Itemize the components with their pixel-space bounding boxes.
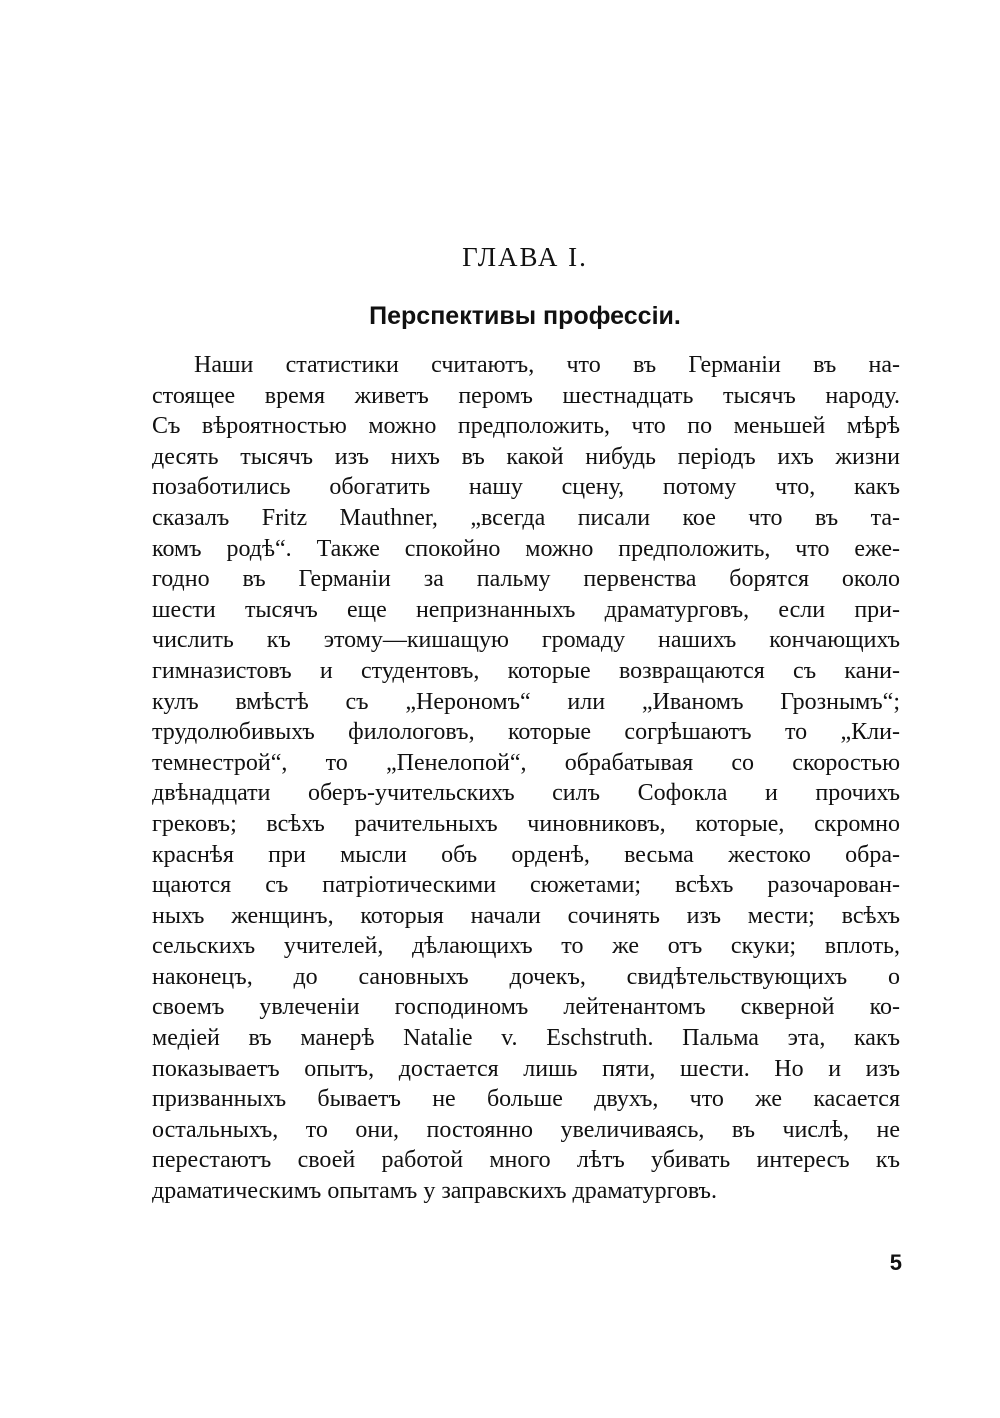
text-line: шести тысячъ еще непризнанныхъ драматурговъ, если при- xyxy=(152,596,900,623)
text-line: стоящее время живетъ перомъ шестнадцать тысячъ народу. xyxy=(152,382,900,409)
text-line: ныхъ женщинъ, которыя начали сочинять изъ мести; всѣхъ xyxy=(152,902,900,929)
text-line: перестаютъ своей работой много лѣтъ убивать интересъ къ xyxy=(152,1147,900,1174)
text-line: своемъ увлеченіи господиномъ лейтенантомъ скверной ко- xyxy=(152,994,900,1021)
text-line: гимназистовъ и студентовъ, которые возвращаются съ кани- xyxy=(152,657,900,684)
text-line: кулъ вмѣстѣ съ „Нерономъ“ или „Иваномъ Грознымъ“; xyxy=(152,688,900,715)
text-line: Наши статистики считаютъ, что въ Германіи въ на- xyxy=(194,352,900,378)
text-line: сказалъ Fritz Mauthner, „всегда писали кое что въ та- xyxy=(152,504,900,531)
text-line: позаботились обогатить нашу сцену, потому что, какъ xyxy=(152,474,900,501)
text-line: комъ родѣ“. Также спокойно можно предположить, что еже- xyxy=(152,535,900,562)
text-line: трудолюбивыхъ филологовъ, которые согрѣшаютъ то „Кли- xyxy=(152,719,900,746)
text-line: медіей въ манерѣ Natalie v. Eschstruth. Пальма эта, какъ xyxy=(152,1025,900,1052)
text-line: числить къ этому—кишащую громаду нашихъ кончающихъ xyxy=(152,627,900,654)
text-line: годно въ Германіи за пальму первенства борятся около xyxy=(152,566,900,593)
text-line: краснѣя при мысли объ орденѣ, весьма жестоко обра- xyxy=(152,841,900,868)
text-line: щаются съ патріотическими сюжетами; всѣхъ разочарован- xyxy=(152,872,900,899)
chapter-title: ГЛАВА I. xyxy=(462,242,588,272)
text-line: Съ вѣроятностью можно предположить, что по меньшей мѣрѣ xyxy=(152,413,900,440)
text-line: темнестрой“, то „Пенелопой“, обрабатывая со скоростью xyxy=(152,749,900,776)
text-line: десять тысячъ изъ нихъ въ какой нибудь періодъ ихъ жизни xyxy=(152,443,900,470)
section-title: Перспективы профессіи. xyxy=(369,302,681,330)
body-paragraph xyxy=(152,350,900,1207)
text-line: грековъ; всѣхъ рачительныхъ чиновниковъ, которые, скромно xyxy=(152,810,900,837)
text-line: призванныхъ бываетъ не больше двухъ, что же касается xyxy=(152,1086,900,1113)
page-number: 5 xyxy=(889,1250,902,1275)
text-line: драматическимъ опытамъ у заправскихъ драматурговъ. xyxy=(152,1178,717,1205)
text-line: показываетъ опытъ, достается лишь пяти, шести. Но и изъ xyxy=(152,1055,900,1082)
text-line: сельскихъ учителей, дѣлающихъ то же отъ скуки; вплоть, xyxy=(152,933,900,960)
text-line: двѣнадцати оберъ-учительскихъ силъ Софокла и прочихъ xyxy=(152,780,900,807)
text-line: остальныхъ, то они, постоянно увеличиваясь, въ числѣ, не xyxy=(152,1116,900,1143)
text-line: наконецъ, до сановныхъ дочекъ, свидѣтельствующихъ о xyxy=(152,963,900,990)
